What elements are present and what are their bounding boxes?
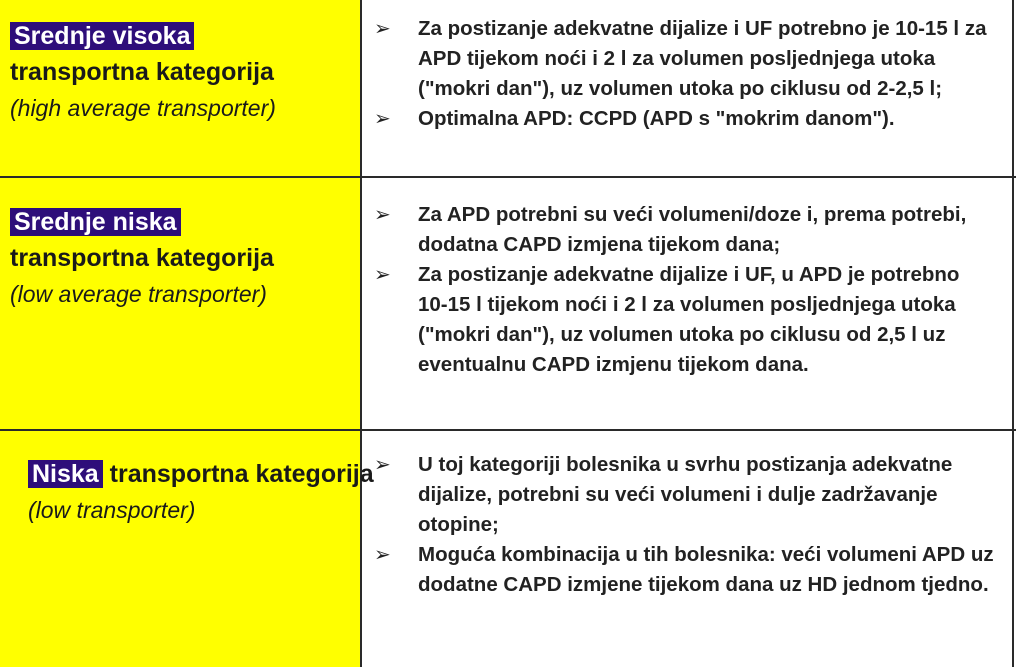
arrowhead-bullet-icon: ➢ <box>374 108 391 130</box>
recommendation-list <box>374 450 994 600</box>
category-rest: transportna kategorija <box>10 244 274 272</box>
category-english: (low average transporter) <box>10 281 267 307</box>
category-highlight: Niska <box>28 460 103 488</box>
category-rest: transportna kategorija <box>10 58 274 86</box>
category-label <box>10 204 274 312</box>
list-item: ➢ Moguća kombinacija u tih bolesnika: veći volumeni APD uz dodatne CAPD izmjene tijekom dana uz HD jednom tjedno. <box>374 540 994 600</box>
arrowhead-bullet-icon: ➢ <box>374 18 391 40</box>
category-rest: transportna kategorija <box>109 460 374 488</box>
list-item: ➢ Za postizanje adekvatne dijalize i UF potrebno je 10-15 l za APD tijekom noći i 2 l za volumen posljednjega utoka ("mokri dan"), uz volumen utoka po ciklusu od 2-2,5 l; <box>374 14 1010 104</box>
arrowhead-bullet-icon: ➢ <box>374 454 391 476</box>
arrowhead-bullet-icon: ➢ <box>374 544 391 566</box>
recommendation-list <box>374 14 1010 134</box>
arrowhead-bullet-icon: ➢ <box>374 264 391 286</box>
arrowhead-bullet-icon: ➢ <box>374 204 391 226</box>
list-item: ➢ Za APD potrebni su veći volumeni/doze i, prema potrebi, dodatna CAPD izmjena tijekom dana; <box>374 200 994 260</box>
list-item: ➢ U toj kategoriji bolesnika u svrhu postizanja adekvatne dijalize, potrebni su veći volumeni i dulje zadržavanje otopine; <box>374 450 994 540</box>
category-highlight: Srednje visoka <box>10 22 194 50</box>
category-highlight: Srednje niska <box>10 208 181 236</box>
category-english: (high average transporter) <box>10 95 276 121</box>
list-item: ➢ Optimalna APD: CCPD (APD s "mokrim danom"). <box>374 104 1010 134</box>
recommendation-list <box>374 200 994 380</box>
category-label <box>28 456 374 528</box>
category-label <box>10 18 276 126</box>
list-item: ➢ Za postizanje adekvatne dijalize i UF, u APD je potrebno 10-15 l tijekom noći i 2 l za volumen posljednjega utoka ("mokri dan"), uz volumen utoka po ciklusu od 2,5 l uz eventualnu CAPD izmjenu tijekom dana. <box>374 260 994 380</box>
category-english: (low transporter) <box>28 497 196 523</box>
